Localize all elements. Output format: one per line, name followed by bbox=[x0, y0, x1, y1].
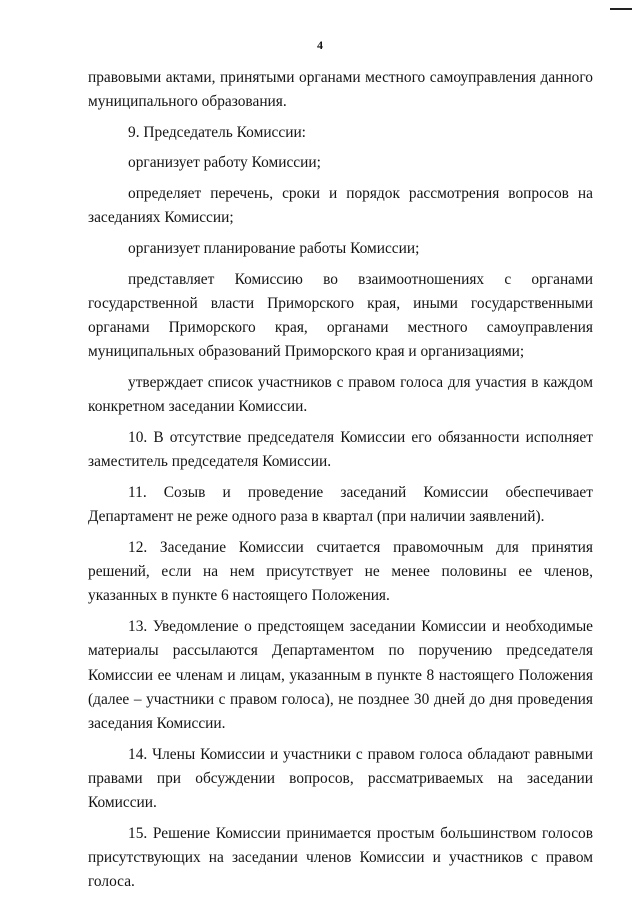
corner-scan-mark bbox=[610, 8, 632, 10]
paragraph-represents: представляет Комиссию во взаимоотношениях с органами государственной власти Приморского края, иными государственными органами Приморского края, органами местного самоуправления муниципальных образований Приморского края и организациями; bbox=[88, 270, 593, 361]
document-body bbox=[88, 66, 593, 901]
paragraph-item-9: 9. Председатель Комиссии: bbox=[128, 123, 306, 141]
paragraph-continuation: правовыми актами, принятыми органами местного самоуправления данного муниципального образования. bbox=[88, 69, 593, 111]
paragraph-item-15: 15. Решение Комиссии принимается простым большинством голосов присутствующих на заседании членов Комиссии и участников с правом голоса. bbox=[88, 824, 593, 891]
paragraph-planning: организует планирование работы Комиссии; bbox=[128, 239, 420, 257]
paragraph-defines-agenda: определяет перечень, сроки и порядок рассмотрения вопросов на заседаниях Комиссии; bbox=[88, 185, 593, 227]
paragraph-item-10: 10. В отсутствие председателя Комиссии его обязанности исполняет заместитель председателя Комиссии. bbox=[88, 428, 593, 471]
paragraph-item-11: 11. Созыв и проведение заседаний Комиссии обеспечивает Департамент не реже одного раза в квартал (при наличии заявлений). bbox=[88, 483, 593, 526]
paragraph-item-14: 14. Члены Комиссии и участники с правом голоса обладают равными правами при обсуждении вопросов, рассматриваемых на заседании Комиссии. bbox=[88, 745, 593, 812]
page-number: 4 bbox=[317, 38, 323, 52]
paragraph-item-12: 12. Заседание Комиссии считается правомочным для принятия решений, если на нем присутствует не менее половины ее членов, указанных в пункте 6 настоящего Положения. bbox=[88, 538, 593, 605]
paragraph-approves-list: утверждает список участников с правом голоса для участия в каждом конкретном заседании Комиссии. bbox=[88, 374, 593, 416]
paragraph-organizes-work: организует работу Комиссии; bbox=[128, 154, 321, 172]
paragraph-item-13: 13. Уведомление о предстоящем заседании Комиссии и необходимые материалы рассылаются Департаментом по поручению председателя Комиссии ее членам и лицам, указанным в пункте 8 настоящего Положения (далее – участники с правом голоса), не позднее 30 дней до дня проведения заседания Комиссии. bbox=[88, 617, 593, 733]
